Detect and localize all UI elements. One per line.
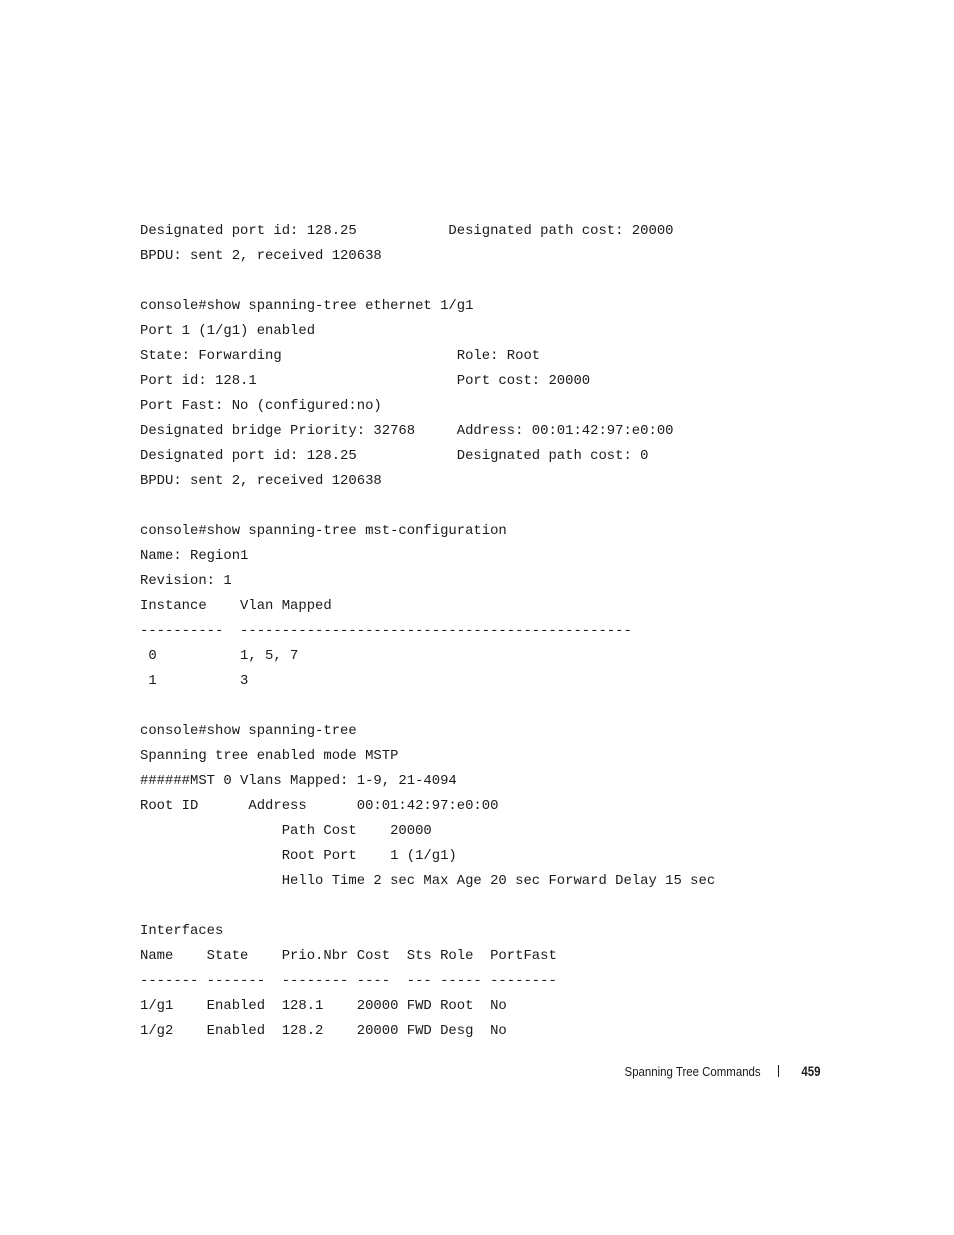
code-line: Designated port id: 128.25 Designated path cost: 0 xyxy=(140,448,649,464)
code-line: Designated bridge Priority: 32768 Address: 00:01:42:97:e0:00 xyxy=(140,423,674,439)
code-line: ------- ------- -------- ---- --- ----- -------- xyxy=(140,973,557,989)
code-line: console#show spanning-tree mst-configuration xyxy=(140,523,507,539)
code-line: console#show spanning-tree xyxy=(140,723,357,739)
code-line: 1/g1 Enabled 128.1 20000 FWD Root No xyxy=(140,998,507,1014)
code-line: Port 1 (1/g1) enabled xyxy=(140,323,316,339)
code-line: Port id: 128.1 Port cost: 20000 xyxy=(140,373,591,389)
code-line xyxy=(140,694,715,719)
code-line: Interfaces xyxy=(140,923,224,939)
code-line: Spanning tree enabled mode MSTP xyxy=(140,748,399,764)
code-line: BPDU: sent 2, received 120638 xyxy=(140,248,382,264)
footer-section-title: Spanning Tree Commands xyxy=(624,1063,761,1079)
code-line: console#show spanning-tree ethernet 1/g1 xyxy=(140,298,474,314)
code-line: Name State Prio.Nbr Cost Sts Role PortFast xyxy=(140,948,557,964)
code-line xyxy=(140,269,715,294)
code-line xyxy=(140,494,715,519)
code-line: Revision: 1 xyxy=(140,573,232,589)
code-line: 0 1, 5, 7 xyxy=(140,648,299,664)
code-line: ######MST 0 Vlans Mapped: 1-9, 21-4094 xyxy=(140,773,457,789)
code-line: Root ID Address 00:01:42:97:e0:00 xyxy=(140,798,499,814)
code-line: BPDU: sent 2, received 120638 xyxy=(140,473,382,489)
page-number: 459 xyxy=(801,1063,821,1079)
footer-separator xyxy=(778,1065,779,1077)
code-line: Root Port 1 (1/g1) xyxy=(140,848,457,864)
code-line: ---------- ----------------------------------------------- xyxy=(140,623,632,639)
cli-output-block xyxy=(140,219,715,1044)
code-line: Instance Vlan Mapped xyxy=(140,598,332,614)
code-line: State: Forwarding Role: Root xyxy=(140,348,541,364)
code-line: Path Cost 20000 xyxy=(140,823,432,839)
code-line xyxy=(140,894,715,919)
code-line: Designated port id: 128.25 Designated path cost: 20000 xyxy=(140,223,674,239)
code-line: Hello Time 2 sec Max Age 20 sec Forward Delay 15 sec xyxy=(140,873,716,889)
code-line: Name: Region1 xyxy=(140,548,249,564)
code-line: 1 3 xyxy=(140,673,249,689)
code-line: 1/g2 Enabled 128.2 20000 FWD Desg No xyxy=(140,1023,507,1039)
code-line: Port Fast: No (configured:no) xyxy=(140,398,382,414)
page-footer xyxy=(606,1061,821,1081)
